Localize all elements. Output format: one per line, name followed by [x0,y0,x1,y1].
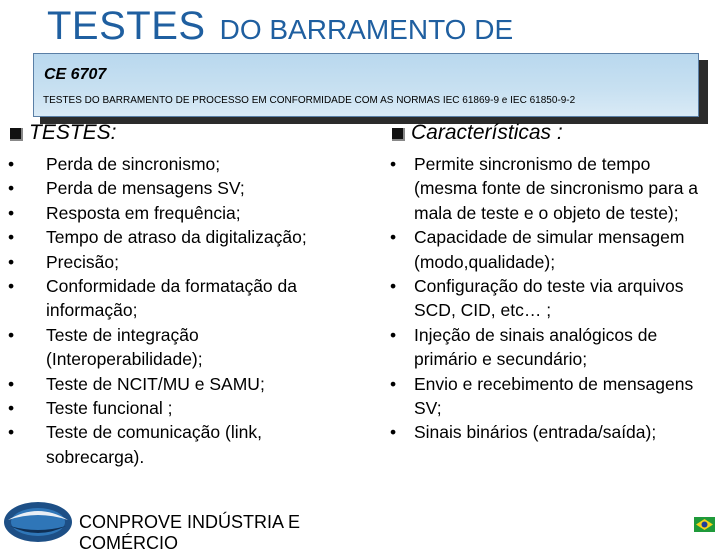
slide-title-main: TESTES [47,4,206,48]
list-item: • Perda de sincronismo; [8,154,221,174]
header-box [33,53,699,117]
list-item: • Teste de NCIT/MU e SAMU; [8,373,265,394]
checkbox-bullet-icon [392,128,405,141]
list-item: • Permite sincronismo de tempo (mesma fonte de sincronismo para a mala de teste e o objeto de teste); [390,154,699,223]
list-item: • Precisão; [8,251,119,272]
brazil-flag-icon [694,517,715,532]
left-heading-text: TESTES: [29,121,117,144]
list-item: • Configuração do teste via arquivos SCD, CID, etc… ; [390,276,684,321]
footer-company: CONPROVE INDÚSTRIA E [79,512,301,532]
list-item: • Injeção de sinais analógicos de primário e secundário; [390,324,658,370]
document-subtitle: TESTES DO BARRAMENTO DE PROCESSO EM CONFORMIDADE COM AS NORMAS IEC 61869-9 e IEC 61850-9-2 [43,95,576,106]
document-id: CE 6707 [44,66,107,83]
list-item: • Envio e recebimento de mensagens SV; [390,373,694,419]
left-column-heading [10,121,117,145]
footer-company-cont: COMÉRCIO [79,533,178,553]
list-item: • Sinais binários (entrada/saída); [390,422,657,443]
list-item: • Perda de mensagens SV; [8,178,245,199]
slide-title-rest: DO BARRAMENTO DE [219,14,514,45]
list-item: • Teste de integração (Interoperabilidade); [8,324,203,370]
list-item: • Teste de comunicação (link, sobrecarga). [8,422,262,467]
list-item: • Conformidade da formatação da informação; [8,276,297,321]
features-list [390,152,715,445]
slide-title [47,4,513,49]
list-item: • Tempo de atraso da digitalização; [8,227,307,248]
conprove-logo-icon [2,498,72,546]
tests-list [8,152,360,469]
right-heading-text: Características : [411,121,563,144]
list-item: • Capacidade de simular mensagem (modo,qualidade); [390,227,685,272]
right-column-heading [392,121,563,145]
list-item: • Teste funcional ; [8,398,173,419]
checkbox-bullet-icon [10,128,23,141]
list-item: • Resposta em frequência; [8,202,241,223]
